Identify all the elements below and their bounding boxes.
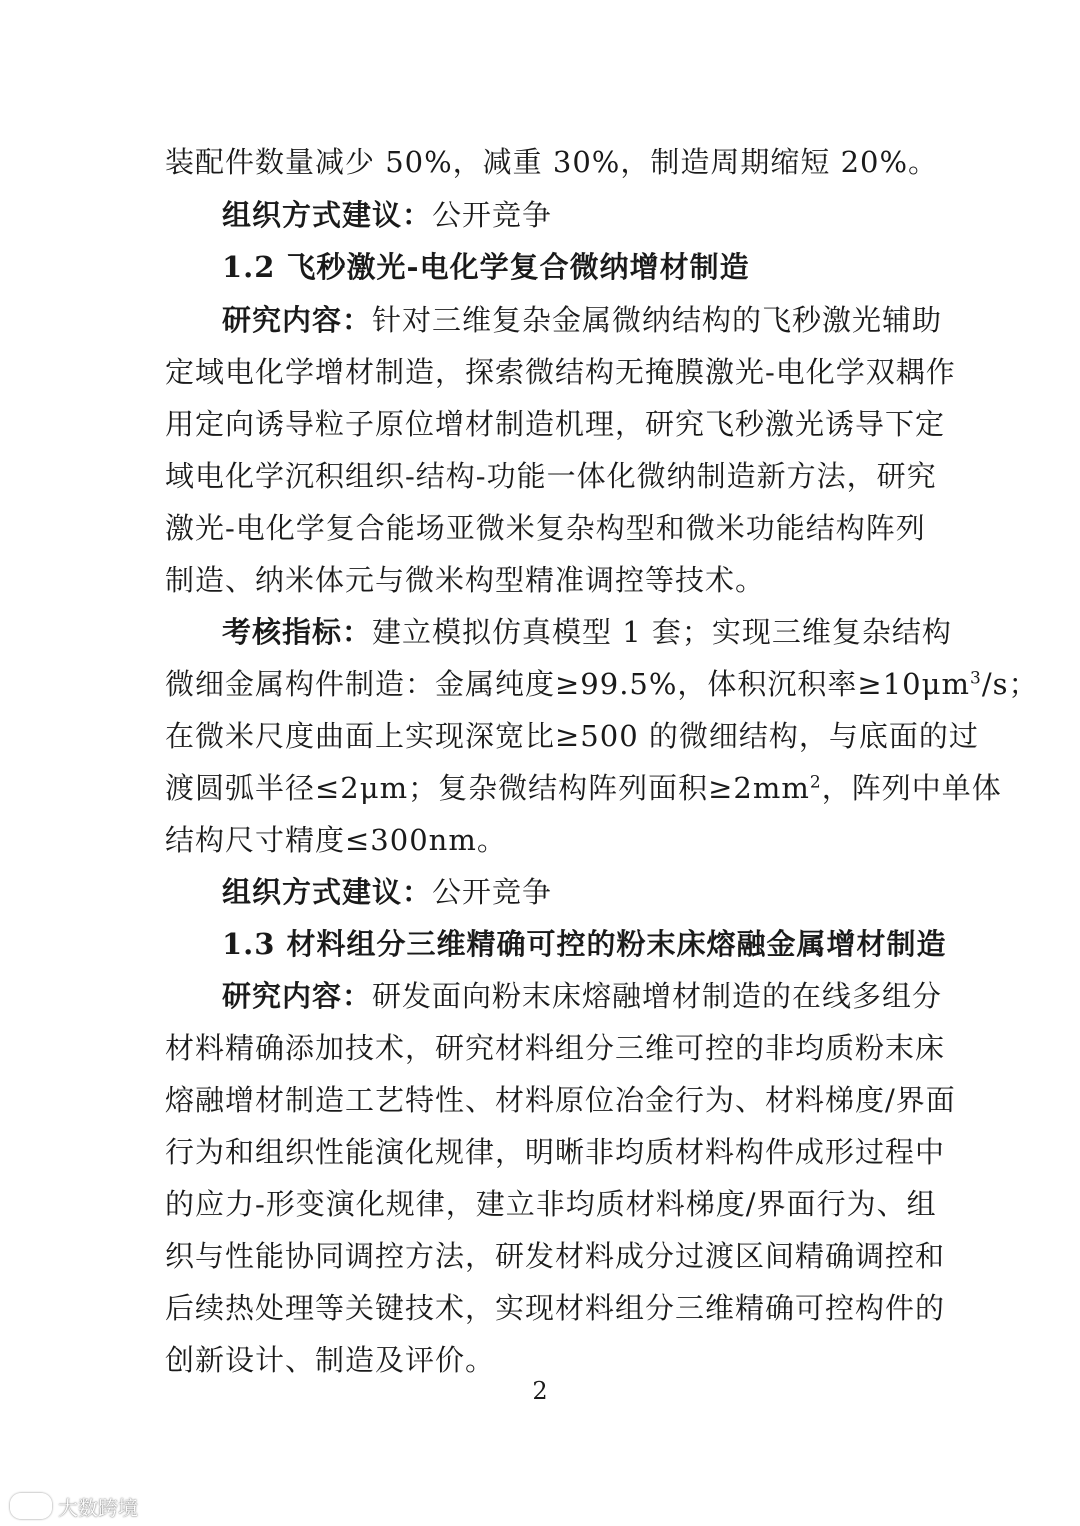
label: 研究内容： <box>222 979 373 1013</box>
body-line: 在微米尺度曲面上实现深宽比≥500 的微细结构，与底面的过 <box>165 719 979 753</box>
organization-suggestion: 组织方式建议：公开竞争 <box>222 875 553 909</box>
watermark-text: 大数跨境 <box>58 1495 138 1520</box>
body-line: 激光-电化学复合能场亚微米复杂构型和微米功能结构阵列 <box>165 511 926 545</box>
body-line: 熔融增材制造工艺特性、材料原位冶金行为、材料梯度/界面 <box>165 1083 956 1117</box>
body-line: 材料精确添加技术，研究材料组分三维可控的非均质粉末床 <box>165 1031 946 1065</box>
label: 组织方式建议： <box>222 875 433 909</box>
body-line: 织与性能协同调控方法，研发材料成分过渡区间精确调控和 <box>165 1239 946 1273</box>
research-content-start: 研究内容：研发面向粉末床熔融增材制造的在线多组分 <box>222 979 943 1013</box>
body-line: 创新设计、制造及评价。 <box>165 1343 496 1377</box>
assessment-indicators-start: 考核指标：建立模拟仿真模型 1 套；实现三维复杂结构 <box>222 615 952 649</box>
organization-suggestion: 组织方式建议：公开竞争 <box>222 198 553 232</box>
body-line: 行为和组织性能演化规律，明晰非均质材料构件成形过程中 <box>165 1135 946 1169</box>
section-heading-1-2: 1.2 飞秒激光-电化学复合微纳增材制造 <box>222 250 750 284</box>
body-line: 域电化学沉积组织-结构-功能一体化微纳制造新方法，研究 <box>165 459 937 493</box>
body-line: 后续热处理等关键技术，实现材料组分三维精确可控构件的 <box>165 1291 946 1325</box>
label: 考核指标： <box>222 615 373 649</box>
page-number: 2 <box>532 1377 548 1405</box>
body-line: 渡圆弧半径≤2μm；复杂微结构阵列面积$\ge 2mm^2$，阵列中单体 <box>165 771 1002 805</box>
watermark <box>10 1492 138 1520</box>
body-line: 制造、纳米体元与微米构型精准调控等技术。 <box>165 563 766 597</box>
body-line: 装配件数量减少 50%，减重 30%，制造周期缩短 20%。 <box>165 145 939 179</box>
body-line: 的应力-形变演化规律，建立非均质材料梯度/界面行为、组 <box>165 1187 937 1221</box>
section-heading-1-3: 1.3 材料组分三维精确可控的粉末床熔融金属增材制造 <box>222 927 947 961</box>
label: 研究内容： <box>222 303 373 337</box>
body-line: 用定向诱导粒子原位增材制造机理，研究飞秒激光诱导下定 <box>165 407 946 441</box>
body-line: 定域电化学增材制造，探索微结构无掩膜激光-电化学双耦作 <box>165 355 956 389</box>
body-line: 微细金属构件制造：金属纯度≥99.5%，体积沉积率$\ge 10\mu m^3/s$； <box>165 667 1039 701</box>
label: 组织方式建议： <box>222 198 433 232</box>
research-content-start: 研究内容：针对三维复杂金属微纳结构的飞秒激光辅助 <box>222 303 943 337</box>
body-line: 结构尺寸精度≤300nm。 <box>165 823 507 857</box>
watermark-logo-icon <box>10 1493 52 1519</box>
